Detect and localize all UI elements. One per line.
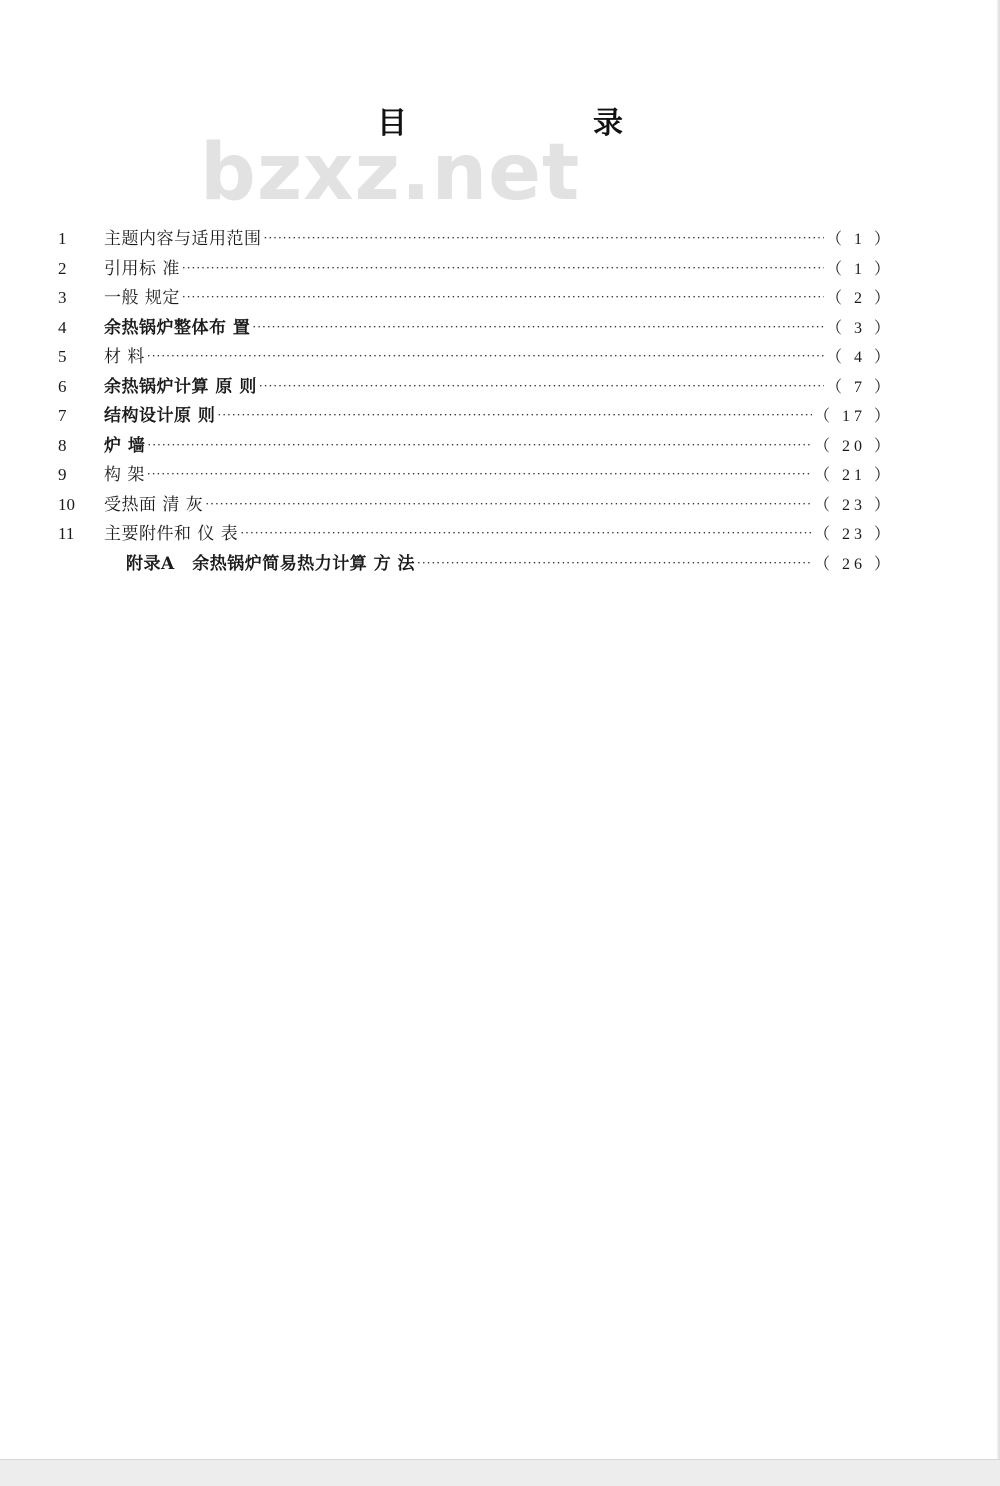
toc-dot-leader [147,349,824,363]
toc-entry-3[interactable] [58,283,894,313]
toc-entry-10[interactable] [58,490,894,520]
toc-entry-number: 3 [58,288,67,307]
toc-entry-title: 一般 规定 [104,288,180,308]
toc-entry-title: 余热锅炉整体布 置 [104,317,251,338]
toc-entry-number: 10 [58,494,75,514]
viewer-bottom-band [0,1459,1000,1486]
toc-entry-number: 7 [58,406,67,425]
toc-entry-8[interactable] [58,431,894,461]
toc-entry-title: 受热面 清 灰 [104,494,204,515]
watermark-text: bzxz.net [200,128,581,218]
toc-entry-appendix-a[interactable] [58,549,894,579]
toc-entry-number: 8 [58,435,67,455]
toc-dot-leader [240,526,812,540]
toc-entry-page: （ 3 ） [825,319,894,337]
toc-dot-leader [217,408,812,422]
toc-entry-title: 引用标 准 [104,258,180,279]
toc-entry-page: （ 17 ） [813,408,894,425]
toc-dot-leader [147,467,812,481]
toc-entry-page: （ 7 ） [825,378,894,396]
toc-entry-number: 6 [58,376,67,396]
toc-entry-number: 2 [58,258,67,278]
toc-entry-page: （ 1 ） [825,260,894,278]
toc-dot-leader [205,497,812,511]
toc-dot-leader [182,261,824,275]
toc-entry-number: 1 [58,229,67,248]
toc-entry-page: （ 20 ） [813,437,894,455]
toc-entry-7[interactable] [58,401,894,431]
toc-entry-title: 主要附件和 仪 表 [104,524,239,544]
toc-entry-page: （ 26 ） [813,555,894,573]
toc-entry-title: 结构设计原 则 [104,406,216,426]
page-title: 目 录 [377,106,701,141]
toc-entry-number: 9 [58,465,67,484]
toc-entry-6[interactable] [58,372,894,402]
toc-entry-page: （ 23 ） [813,496,894,514]
toc-entry-title: 主题内容与适用范围 [104,229,262,249]
toc-dot-leader [147,438,812,452]
toc-entry-page: （ 1 ） [825,231,894,248]
toc-dot-leader [252,320,824,334]
toc-entry-page: （ 2 ） [825,290,894,307]
toc-entry-title: 附录A 余热锅炉简易热力计算 方 法 [126,553,416,574]
toc-entry-title: 余热锅炉计算 原 则 [104,376,257,397]
toc-entry-number: 4 [58,317,67,337]
toc-entry-4[interactable] [58,313,894,343]
toc-entry-2[interactable] [58,254,894,284]
toc-entry-11[interactable] [58,519,894,549]
toc-entry-9[interactable] [58,460,894,490]
toc-dot-leader [259,379,824,393]
toc-dot-leader [264,231,824,245]
toc-entry-5[interactable] [58,342,894,372]
toc-entry-page: （ 4 ） [825,349,894,366]
toc-entry-page: （ 21 ） [813,467,894,484]
table-of-contents [58,224,894,578]
toc-dot-leader [182,290,824,304]
toc-entry-1[interactable] [58,224,894,254]
toc-entry-number: 11 [58,524,75,543]
toc-entry-title: 构 架 [104,465,145,485]
toc-entry-title: 炉 墙 [104,435,146,456]
toc-entry-page: （ 23 ） [813,526,894,543]
toc-entry-title: 材 料 [104,347,145,367]
toc-entry-number: 5 [58,347,67,366]
toc-dot-leader [417,556,812,570]
